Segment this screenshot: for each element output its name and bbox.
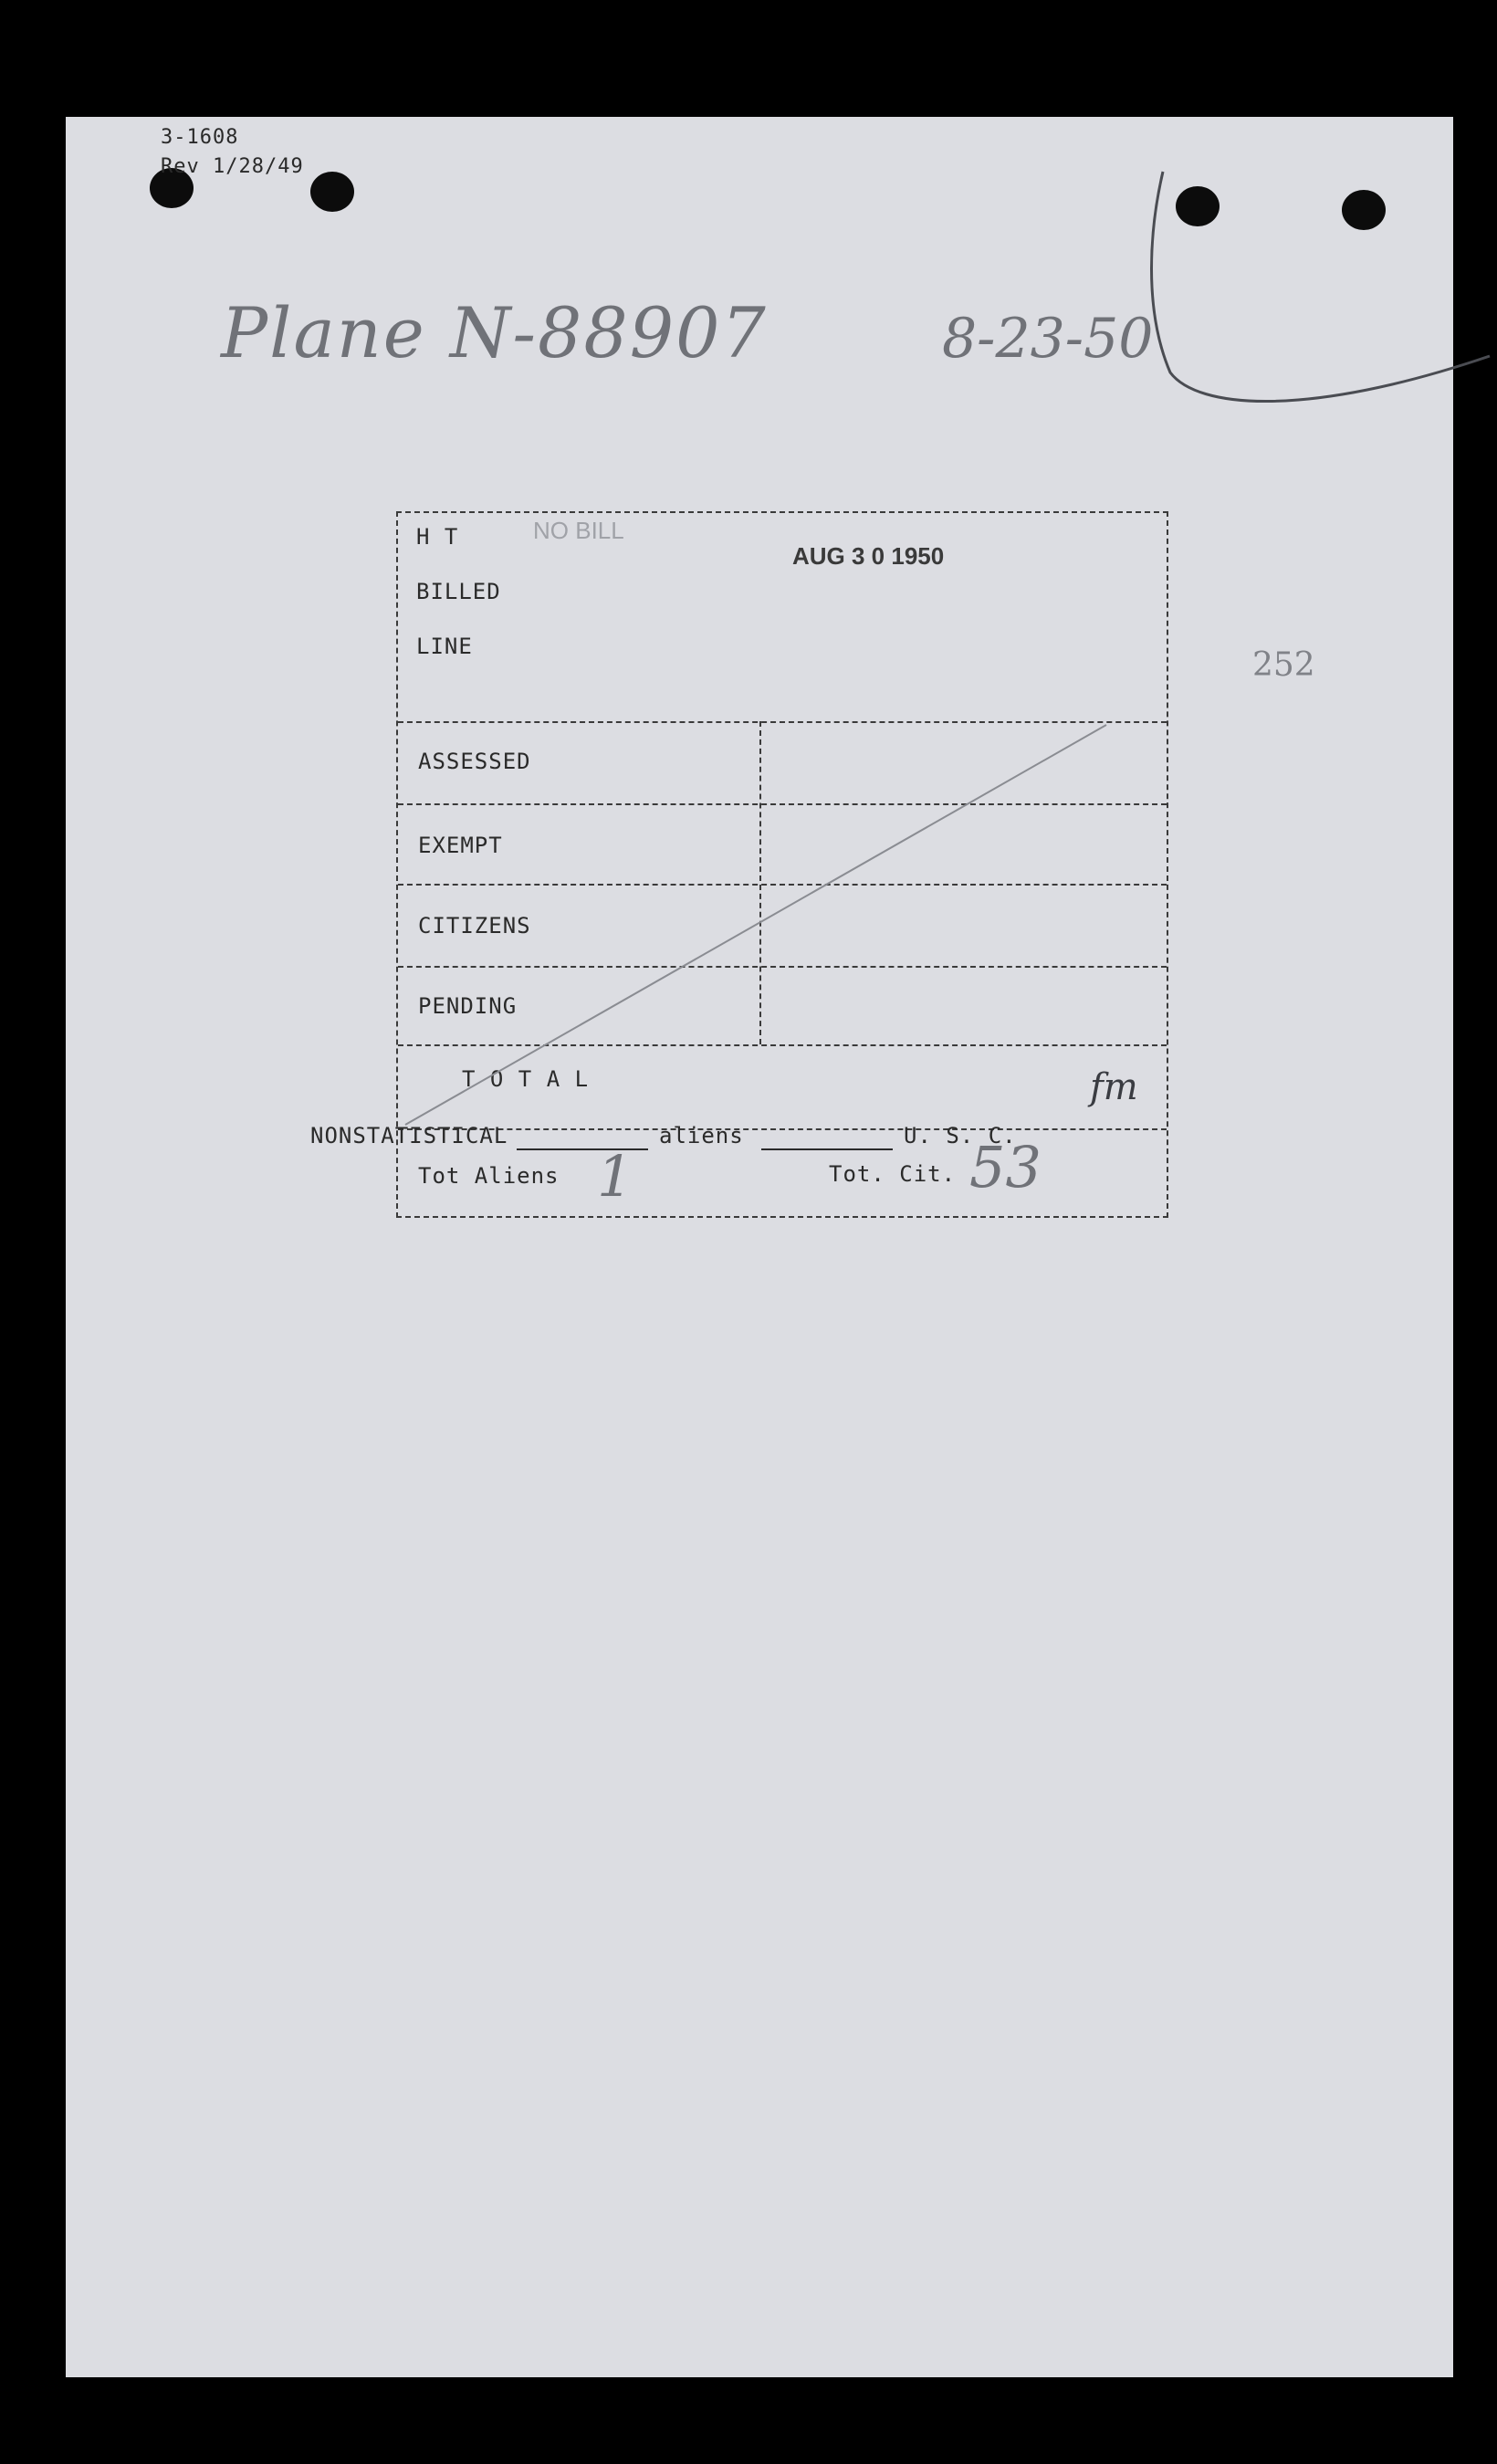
no-bill-stamp: NO BILL (533, 517, 624, 544)
nonstatistical-label: NONSTATISTICAL (310, 1123, 508, 1148)
total-citizens-value: 53 (969, 1134, 1042, 1201)
diagonal-strike-line (398, 513, 1170, 1220)
ht-label: H T (416, 524, 459, 550)
total-citizens-label: Tot. Cit. (829, 1161, 957, 1187)
punch-hole-top-left-2 (310, 172, 354, 212)
handwritten-date: 8-23-50 (942, 307, 1154, 371)
citizens-label: CITIZENS (418, 913, 531, 938)
handwritten-bracket-mark (1143, 153, 1497, 427)
usc-label: U. S. C. (904, 1123, 1017, 1148)
document-page (66, 117, 1453, 2377)
total-label: T O T A L (462, 1066, 590, 1092)
total-aliens-label: Tot Aliens (418, 1163, 560, 1189)
assessed-label: ASSESSED (418, 749, 531, 774)
billing-form (396, 511, 1168, 1218)
exempt-label: EXEMPT (418, 833, 503, 858)
line-label: LINE (416, 634, 473, 659)
date-received-stamp: AUG 3 0 1950 (792, 542, 945, 570)
handwritten-initials: fm (1090, 1066, 1138, 1108)
pending-label: PENDING (418, 993, 518, 1019)
aliens-label: aliens (659, 1123, 744, 1148)
total-aliens-value: 1 (597, 1143, 633, 1210)
page-number: 252 (1252, 646, 1315, 684)
form-revision: Rev 1/28/49 (161, 155, 304, 178)
aliens-blank (761, 1148, 893, 1150)
form-number: 3-1608 (161, 126, 239, 149)
billed-label: BILLED (416, 579, 501, 604)
handwritten-plane-number: Plane N-88907 (221, 292, 768, 373)
nonstatistical-blank (517, 1148, 648, 1150)
